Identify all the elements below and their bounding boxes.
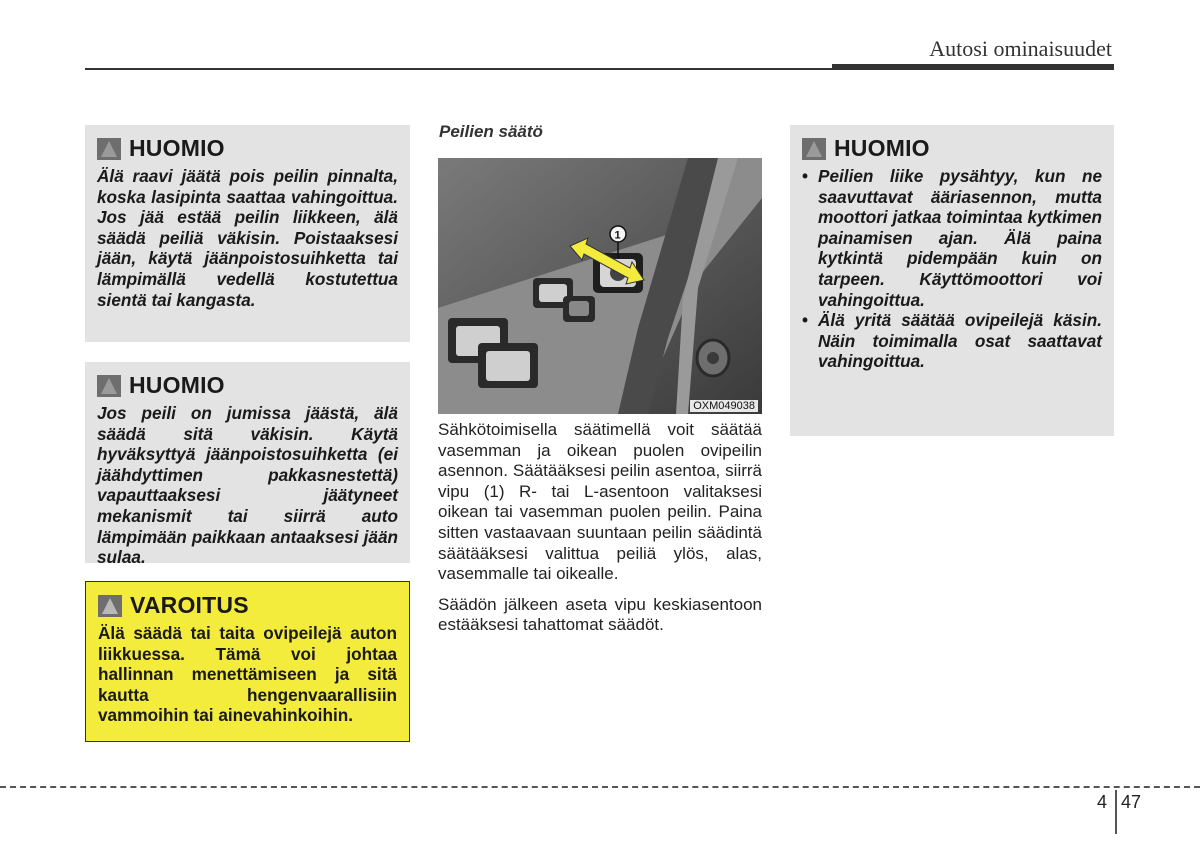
notice-header	[97, 135, 398, 162]
header-accent-bar	[832, 64, 1114, 70]
notice-text: Jos peili on jumissa jäästä, älä säädä sitä väkisin. Käytä hyväksyttyä jäänpoistosuihketta (ei jäähdyttimen pakkasnestettä) vapauttaaksesi jäätyneet mekanismit tai siirrä auto lämpimään paikkaan antaaksesi jään sulaa.	[97, 403, 398, 568]
header-title: Autosi ominaisuudet	[929, 36, 1112, 61]
page-number: 47	[1121, 792, 1142, 812]
notice-box-1	[85, 125, 410, 342]
notice-header	[97, 372, 398, 399]
notice-title: HUOMIO	[129, 135, 225, 161]
warning-box	[85, 581, 410, 742]
notice-title: HUOMIO	[834, 135, 930, 161]
warning-icon	[98, 595, 122, 617]
notice-box-2	[85, 362, 410, 568]
warning-header	[98, 592, 397, 619]
notice-bullet-list	[802, 166, 1102, 372]
footer-dashed-rule	[0, 786, 1200, 788]
mirror-switch-photo	[438, 158, 762, 414]
bullet-item: • Peilien liike pysähtyy, kun ne saavuttavat ääriasennon, mutta moottori jatkaa toimintaa kytkimen painamisen ajan. Älä paina kytkintä pidempään kuin on tarpeen. Käyttömoottori voi vahingoittua.	[802, 166, 1102, 310]
notice-header	[802, 135, 1102, 162]
page-number-separator	[1115, 790, 1117, 834]
door-panel-illustration	[438, 158, 762, 414]
paragraph: Säädön jälkeen aseta vipu keskiasentoon estääksesi tahattomat säädöt.	[438, 594, 762, 635]
caution-icon	[802, 138, 826, 160]
bullet-item: • Älä yritä säätää ovipeilejä käsin. Näin toimimalla osat saattavat vahingoittua.	[802, 310, 1102, 372]
caution-icon	[97, 375, 121, 397]
notice-box-3	[790, 125, 1114, 436]
paragraph: Sähkötoimisella säätimellä voit säätää vasemman ja oikean puolen ovipeilin asennon. Säätääksesi peilin asentoa, siirrä vipu (1) R- tai L-asentoon valitaksesi oikean tai vasemman puolen peilin. Paina sitten vastaavaan suuntaan peilin säädintä säätääksesi valittua peiliä ylös, alas, vasemmalle tai oikealle.	[438, 420, 762, 584]
warning-title: VAROITUS	[130, 592, 249, 618]
notice-text: Älä raavi jäätä pois peilin pinnalta, koska lasipinta saattaa vahingoittua. Jos jää estää peilin liikkeen, älä säädä peiliä väkisin. Poistaaksesi jään, käytä jäänpoistosuihketta tai lämpimällä vedellä kostutettua sientä tai kangasta.	[97, 166, 398, 310]
figure-code: OXM049038	[690, 400, 758, 412]
notice-title: HUOMIO	[129, 372, 225, 398]
section-subtitle: Peilien säätö	[439, 122, 543, 141]
chapter-number: 4	[1097, 792, 1108, 812]
caution-icon	[97, 138, 121, 160]
body-text	[438, 420, 762, 646]
callout-1-label: 1	[614, 229, 621, 242]
warning-text: Älä säädä tai taita ovipeilejä auton liikkuessa. Tämä voi johtaa hallinnan menettämiseen ja sitä kautta hengenvaarallisiin vammoihin tai ainevahinkoihin.	[98, 623, 397, 726]
